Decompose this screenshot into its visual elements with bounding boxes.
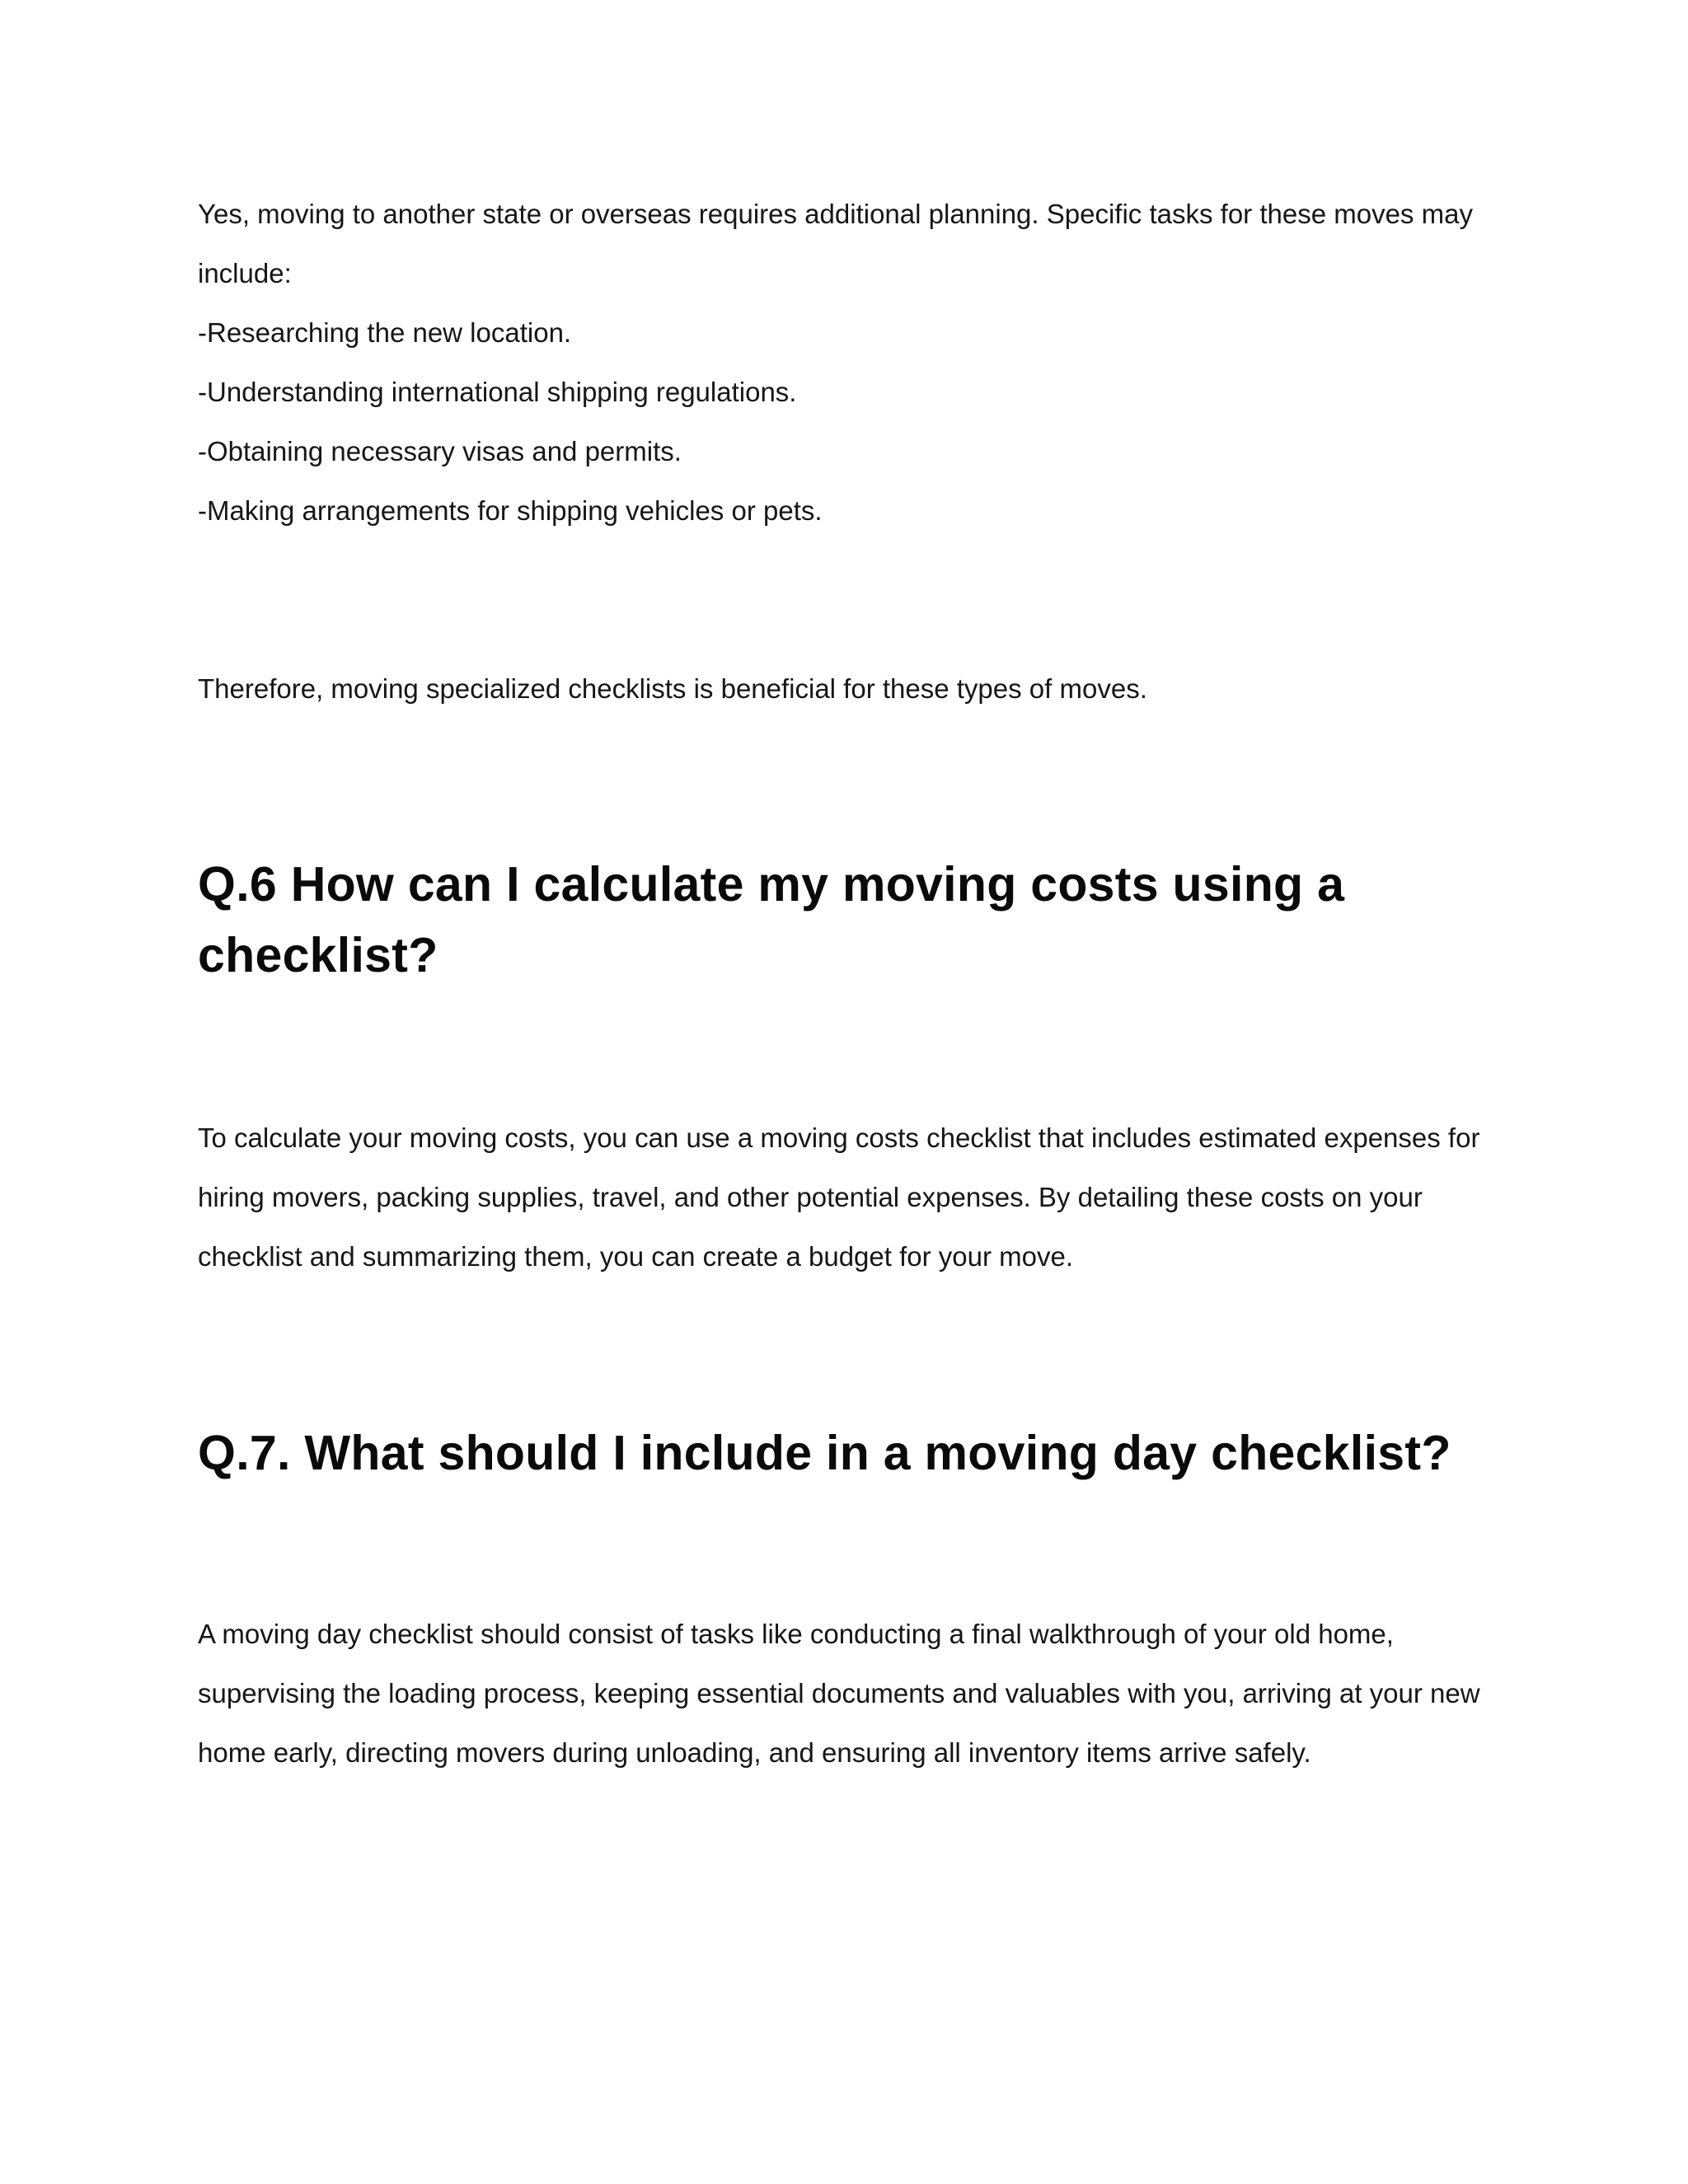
conclusion-paragraph: Therefore, moving specialized checklists is beneficial for these types of moves.: [198, 673, 1147, 704]
list-item-research: -Researching the new location.: [198, 317, 572, 348]
list-item-shipping-regulations: -Understanding international shipping regulations.: [198, 377, 797, 407]
conclusion-section: [198, 659, 1517, 719]
intro-section: [198, 185, 1517, 541]
q7-heading: Q.7. What should I include in a moving day checklist?: [198, 1426, 1451, 1480]
q6-section: [198, 849, 1517, 991]
q6-answer: To calculate your moving costs, you can use a moving costs checklist that includes estimated expenses for hiring movers, packing supplies, travel, and other potential expenses. By detailing these costs on your checklist and summarizing them, you can create a budget for your move.: [198, 1122, 1480, 1272]
list-item-visas-permits: -Obtaining necessary visas and permits.: [198, 436, 682, 466]
q6-answer-section: [198, 1108, 1517, 1286]
q6-heading: Q.6 How can I calculate my moving costs using a checklist?: [198, 857, 1345, 982]
list-item-vehicles-pets: -Making arrangements for shipping vehicles or pets.: [198, 495, 823, 526]
q7-answer: A moving day checklist should consist of tasks like conducting a final walkthrough of your old home, supervising the loading process, keeping essential documents and valuables with you, arriving at your new home early, directing movers during unloading, and ensuring all inventory items arrive safely.: [198, 1619, 1480, 1768]
intro-paragraph: Yes, moving to another state or overseas requires additional planning. Specific tasks for these moves may include:: [198, 199, 1473, 288]
q7-section: [198, 1418, 1517, 1488]
q7-answer-section: [198, 1605, 1517, 1783]
